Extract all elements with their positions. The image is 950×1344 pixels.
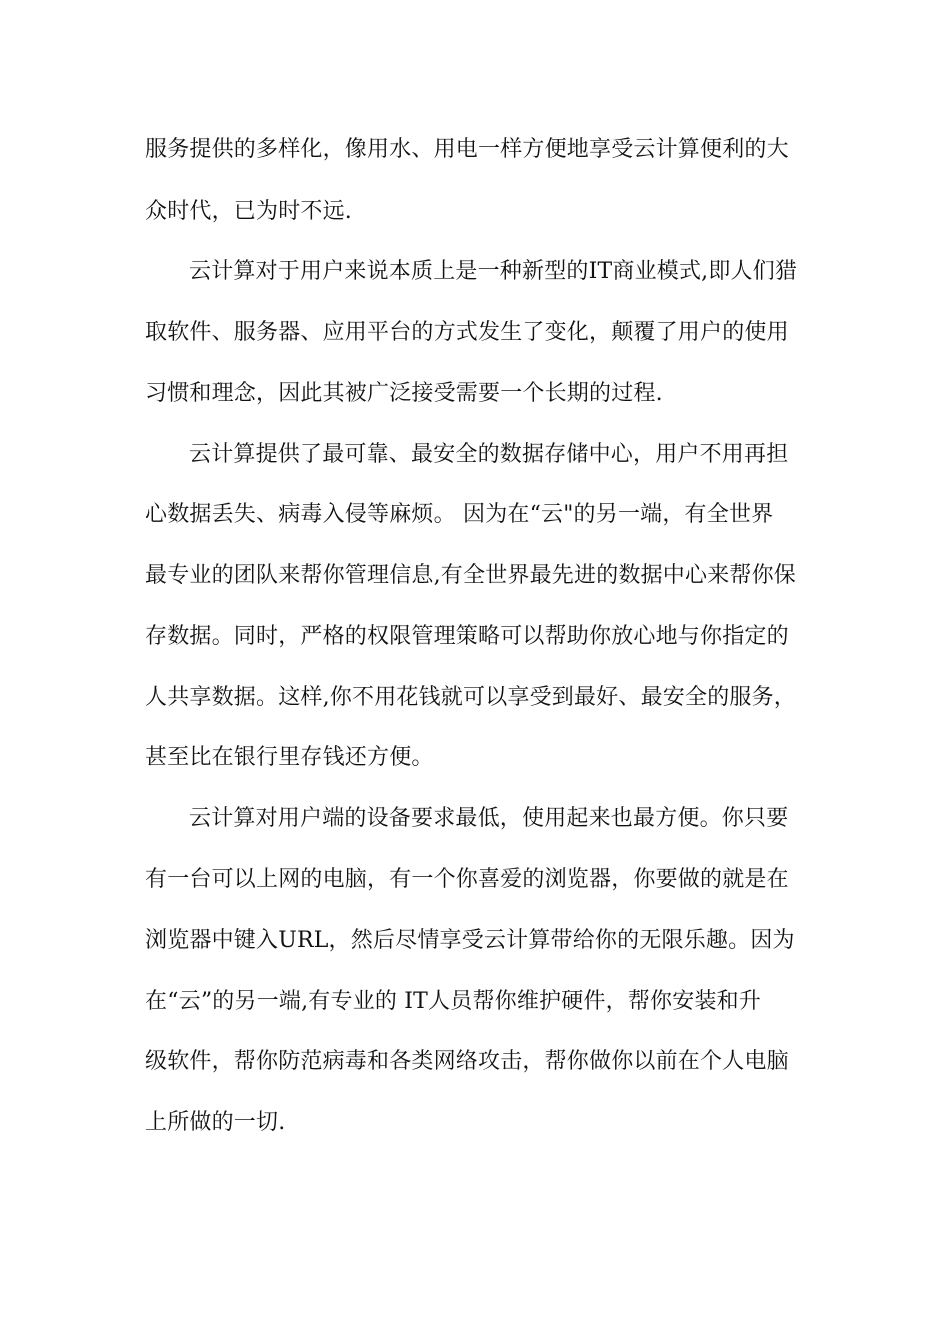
text-line: 最专业的团队来帮你管理信息,有全世界最先进的数据中心来帮你保 <box>145 563 796 588</box>
text-line: 上所做的一切. <box>145 1110 286 1135</box>
paragraph-first-line: 云计算对用户端的设备要求最低，使用起来也最方便。你只要 <box>189 806 789 831</box>
text-line: 服务提供的多样化，像用水、用电一样方便地享受云计算便利的大 <box>145 137 789 162</box>
text-line: 在“云”的另一端,有专业的 IT人员帮你维护硬件，帮你安装和升 <box>145 989 762 1014</box>
text-line: 人共享数据。这样,你不用花钱就可以享受到最好、最安全的服务， <box>145 685 796 710</box>
text-line: 取软件、服务器、应用平台的方式发生了变化，颠覆了用户的使用 <box>145 320 789 345</box>
text-line: 心数据丢失、病毒入侵等麻烦。 因为在“云"的另一端，有全世界 <box>145 502 774 527</box>
text-line: 众时代，已为时不远. <box>145 199 352 224</box>
text-line: 存数据。同时，严格的权限管理策略可以帮助你放心地与你指定的 <box>145 624 789 649</box>
paragraph-first-line: 云计算提供了最可靠、最安全的数据存储中心，用户不用再担 <box>189 442 789 467</box>
paragraph-first-line: 云计算对于用户来说本质上是一种新型的IT商业模式,即人们猎 <box>189 259 798 284</box>
text-line: 习惯和理念，因此其被广泛接受需要一个长期的过程. <box>145 381 663 406</box>
text-line: 级软件，帮你防范病毒和各类网络攻击，帮你做你以前在个人电脑 <box>145 1049 789 1074</box>
text-line: 浏览器中键入URL，然后尽情享受云计算带给你的无限乐趣。因为 <box>145 928 795 953</box>
text-line: 有一台可以上网的电脑，有一个你喜爱的浏览器，你要做的就是在 <box>145 867 789 892</box>
text-line: 甚至比在银行里存钱还方便。 <box>145 745 434 770</box>
